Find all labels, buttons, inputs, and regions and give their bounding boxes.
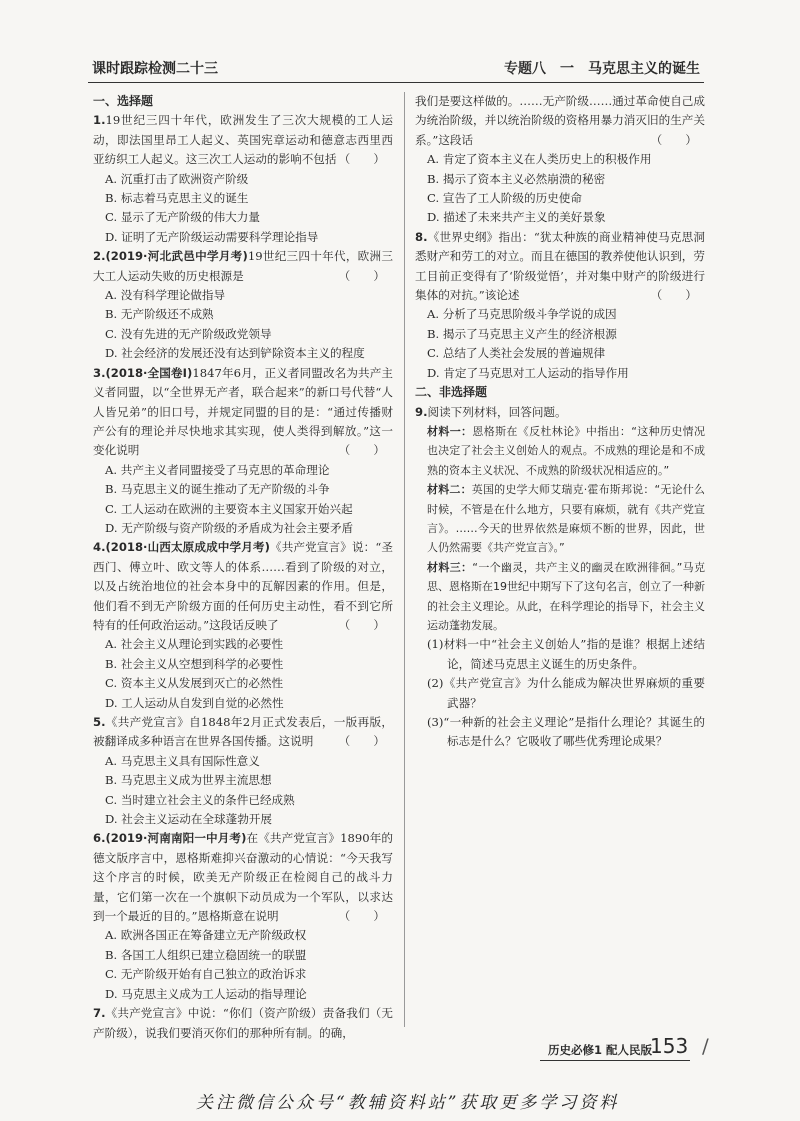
footer-divider (540, 1060, 690, 1061)
left-column (93, 92, 393, 1043)
question-source: (2019·河南南阳一中月考) (105, 831, 247, 846)
question-7-start: 7.《共产党宣言》中说：“你们（资产阶级）责备我们（无产阶级），说我们要消灭你们的那种所有制。的确， (93, 1006, 393, 1040)
option: A. 马克思主义具有国际性意义 (105, 753, 260, 768)
answer-blank: （ ） (338, 268, 385, 283)
option: C. 无产阶级开始有自己独立的政治诉求 (105, 967, 307, 982)
sub-question-2: (2)《共产党宣言》为什么能成为解决世界麻烦的重要武器？ (427, 676, 705, 710)
question-stem: 19世纪三四十年代，欧洲三大工人运动失败的历史根源是 (93, 249, 393, 283)
column-divider (404, 92, 405, 1027)
book-label: 历史必修1 配人民版 (548, 1043, 653, 1057)
question-stem: 阅读下列材料，回答问题。 (427, 404, 567, 419)
header-divider (88, 82, 704, 83)
answer-blank: （ ） (338, 734, 385, 749)
option: B. 揭示了马克思主义产生的经济根源 (427, 326, 617, 341)
question-source: (2019·河北武邑中学月考) (105, 249, 248, 264)
option: C. 资本主义从发展到灭亡的必然性 (105, 676, 284, 691)
option: B. 揭示了资本主义必然崩溃的秘密 (427, 171, 606, 186)
option: C. 总结了人类社会发展的普遍规律 (427, 346, 606, 361)
section-title-choice: 一、选择题 (93, 94, 154, 108)
answer-blank: （ ） (338, 152, 385, 167)
option: D. 马克思主义成为工人运动的指导理论 (105, 986, 307, 1001)
right-column (415, 92, 705, 752)
option: B. 标志着马克思主义的诞生 (105, 191, 249, 206)
question-8: 8.《世界史纲》指出：“犹太种族的商业精神使马克思洞悉财产和劳工的对立。而且在德国的教养使他认识到，劳工目前正变得有了‘阶级觉悟’，并对集中财产的阶级进行集体的对抗。”该论述 （ ） A. 分析了马克思阶级斗争学说的成因 B. 揭示了马克思主义产生的经济根源 C. 总结了人类社会发展的普遍规律 D. 肯定了马克思对工人运动的指导作用 (415, 228, 705, 383)
sub-question-3: (3)“一种新的社会主义理论”是指什么理论？其诞生的标志是什么？它吸收了哪些优秀理论成果？ (427, 715, 705, 749)
option: A. 没有科学理论做指导 (105, 288, 226, 303)
answer-blank: （ ） (338, 909, 385, 924)
option: B. 马克思主义成为世界主流思想 (105, 773, 272, 788)
answer-blank: （ ） (338, 617, 385, 632)
question-stem: 《共产党宣言》中说：“你们（资产阶级）责备我们（无产阶级），说我们要消灭你们的那种所有制。的确， (93, 1006, 393, 1040)
option: D. 工人运动从自发到自觉的必然性 (105, 695, 284, 710)
section-title-nonchoice: 二、非选择题 (415, 385, 488, 400)
option: D. 无产阶级与资产阶级的矛盾成为社会主要矛盾 (105, 520, 354, 535)
option: C. 工人运动在欧洲的主要资本主义国家开始兴起 (105, 501, 353, 516)
question-stem: 《共产党宣言》自1848年2月正式发表后，一版再版，被翻译成多种语言在世界各国传播。这说明 (93, 715, 393, 749)
handwritten-note: 关注微信公众号“教辅资料站”获取更多学习资料 (196, 1093, 620, 1113)
page-slash-decoration: / (702, 1034, 709, 1058)
option: A. 社会主义从理论到实践的必要性 (105, 637, 284, 652)
question-source: (2018·全国卷Ⅰ) (105, 365, 193, 380)
option: D. 描述了未来共产主义的美好景象 (427, 210, 606, 225)
question-stem: 19世纪三四十年代，欧洲发生了三次大规模的工人运动，即法国里昂工人起义、英国宪章运动和德意志西里西亚纺织工人起义。这三次工人运动的影响不包括 (93, 113, 393, 167)
answer-blank: （ ） (338, 443, 385, 458)
question-6: 6.(2019·河南南阳一中月考)在《共产党宣言》1890年的德文版序言中，恩格斯难抑兴奋激动的心情说：“今天我写这个序言的时候，欧美无产阶级正在检阅自己的战斗力量，它们第一次在一个旗帜下动员成为一个军队，以求达到一个最近的目的。”恩格斯意在说明 （ ） A. 欧洲各国正在筹备建立无产阶级政权 B. 各国工人组织已建立稳固统一的联盟 C. 无产阶级开始有自己独立的政治诉求 D. 马克思主义成为工人运动的指导理论 (93, 829, 393, 1004)
option: A. 分析了马克思阶级斗争学说的成因 (427, 307, 617, 322)
topic-title: 专题八 一 马克思主义的诞生 (504, 61, 700, 77)
question-stem: 1847年6月，正义者同盟改名为共产主义者同盟，以“全世界无产者，联合起来”的新口号代替“人人皆兄弟”的旧口号，并规定同盟的目的是：“通过传播财产公有的理论并尽快地求其实现，使人类得到解放。”这一变化说明 (93, 365, 393, 458)
question-source: (2018·山西太原成成中学月考) (105, 540, 270, 555)
question-stem: 在《共产党宣言》1890年的德文版序言中，恩格斯难抑兴奋激动的心情说：“今天我写这个序言的时候，欧美无产阶级正在检阅自己的战斗力量，它们第一次在一个旗帜下动员成为一个军队，以求达到一个最近的目的。”恩格斯意在说明 (93, 831, 393, 924)
option: B. 各国工人组织已建立稳固统一的联盟 (105, 947, 307, 962)
question-7-continued (415, 92, 705, 228)
question-1: 1.19世纪三四十年代，欧洲发生了三次大规模的工人运动，即法国里昂工人起义、英国宪章运动和德意志西里西亚纺织工人起义。这三次工人运动的影响不包括 （ ） A. 沉重打击了欧洲资产阶级 B. 标志着马克思主义的诞生 C. 显示了无产阶级的伟大力量 D. 证明了无产阶级运动需要科学理论指导 (93, 111, 393, 247)
sub-question-1: (1)材料一中“社会主义创始人”指的是谁？根据上述结论，简述马克思主义诞生的历史条件。 (427, 637, 705, 671)
material-2: 材料二：英国的史学大师艾瑞克·霍布斯邦说：“无论什么时候，不管是在什么地方，只要有麻烦，就有《共产党宣言》。……今天的世界依然是麻烦不断的世界，因此，世人仍然需要《共产党宣言》。” (427, 483, 706, 555)
answer-blank: （ ） (650, 132, 697, 147)
option: D. 证明了无产阶级运动需要科学理论指导 (105, 229, 319, 244)
question-4: 4.(2018·山西太原成成中学月考)《共产党宣言》说：“圣西门、傅立叶、欧文等人的体系……看到了阶级的对立，以及占统治地位的社会本身中的瓦解因素的作用。但是，他们看不到无产阶级方面的任何历史主动性，看不到它所特有的任何政治运动。”这段话反映了 （ ） A. 社会主义从理论到实践的必要性 B. 社会主义从空想到科学的必要性 C. 资本主义从发展到灭亡的必然性 D. 工人运动从自发到自觉的必然性 (93, 538, 393, 713)
option: D. 社会经济的发展还没有达到铲除资本主义的程度 (105, 346, 365, 361)
option: D. 肯定了马克思对工人运动的指导作用 (427, 365, 629, 380)
question-2: 2.(2019·河北武邑中学月考)19世纪三四十年代，欧洲三大工人运动失败的历史根源是 （ ） A. 没有科学理论做指导 B. 无产阶级还不成熟 C. 没有先进的无产阶级政党领导 D. 社会经济的发展还没有达到铲除资本主义的程度 (93, 247, 393, 363)
option: C. 当时建立社会主义的条件已经成熟 (105, 792, 295, 807)
option: D. 社会主义运动在全球蓬勃开展 (105, 812, 272, 827)
option: C. 没有先进的无产阶级政党领导 (105, 326, 272, 341)
question-5: 5.《共产党宣言》自1848年2月正式发表后，一版再版，被翻译成多种语言在世界各国传播。这说明 （ ） A. 马克思主义具有国际性意义 B. 马克思主义成为世界主流思想 C. 当时建立社会主义的条件已经成熟 D. 社会主义运动在全球蓬勃开展 (93, 713, 393, 829)
question-stem: 我们是要这样做的。……无产阶级……通过革命使自己成为统治阶级，并以统治阶级的资格用暴力消灭旧的生产关系。”这段话 (415, 94, 705, 147)
question-stem: 《共产党宣言》说：“圣西门、傅立叶、欧文等人的体系……看到了阶级的对立，以及占统治地位的社会本身中的瓦解因素的作用。但是，他们看不到无产阶级方面的任何历史主动性，看不到它所特有的任何政治运动。”这段话反映了 (93, 540, 393, 632)
question-stem: 《世界史纲》指出：“犹太种族的商业精神使马克思洞悉财产和劳工的对立。而且在德国的教养使他认识到，劳工目前正变得有了‘阶级觉悟’，并对集中财产的阶级进行集体的对抗。”该论述 (415, 229, 705, 303)
material-3: 材料三：“一个幽灵，共产主义的幽灵在欧洲徘徊。”马克思、恩格斯在19世纪中期写下了这句名言，创立了一种新的社会主义理论。从此，在科学理论的指导下，社会主义运动蓬勃发展。 (427, 560, 705, 632)
answer-blank: （ ） (650, 288, 697, 303)
option: C. 显示了无产阶级的伟大力量 (105, 210, 260, 225)
option: A. 欧洲各国正在筹备建立无产阶级政权 (105, 928, 307, 943)
page-number: 153 (650, 1034, 689, 1058)
option: B. 马克思主义的诞生推动了无产阶级的斗争 (105, 482, 330, 497)
worksheet-title: 课时跟踪检测二十三 (92, 61, 218, 77)
option: A. 肯定了资本主义在人类历史上的积极作用 (427, 152, 652, 167)
option: A. 共产主义者同盟接受了马克思的革命理论 (105, 462, 330, 477)
option: B. 无产阶级还不成熟 (105, 307, 214, 322)
material-1: 材料一：恩格斯在《反杜林论》中指出：“这种历史情况也决定了社会主义创始人的观点。不成熟的理论是和不成熟的资本主义状况、不成熟的阶级状况相适应的。” (427, 424, 706, 477)
question-3: 3.(2018·全国卷Ⅰ)1847年6月，正义者同盟改名为共产主义者同盟，以“全世界无产者，联合起来”的新口号代替“人人皆兄弟”的旧口号，并规定同盟的目的是：“通过传播财产公有的理论并尽快地求其实现，使人类得到解放。”这一变化说明 （ ） A. 共产主义者同盟接受了马克思的革命理论 B. 马克思主义的诞生推动了无产阶级的斗争 C. 工人运动在欧洲的主要资本主义国家开始兴起 D. 无产阶级与资产阶级的矛盾成为社会主要矛盾 (93, 364, 393, 539)
option: B. 社会主义从空想到科学的必要性 (105, 656, 284, 671)
option: A. 沉重打击了欧洲资产阶级 (105, 171, 249, 186)
question-9: 9.阅读下列材料，回答问题。 材料一：恩格斯在《反杜林论》中指出：“这种历史情况也决定了社会主义创始人的观点。不成熟的理论是和不成熟的资本主义状况、不成熟的阶级状况相适应的。” 材料二：英国的史学大师艾瑞克·霍布斯邦说：“无论什么时候，不管是在什么地方，只要有麻烦，就有《共产党宣言》。……今天的世界依然是麻烦不断的世界，因此，世人仍然需要《共产党宣言》。” 材料三：“一个幽灵，共产主义的幽灵在欧洲徘徊。”马克思、恩格斯在19世纪中期写下了这句名言，创立了一种新的社会主义理论。从此，在科学理论的指导下，社会主义运动蓬勃发展。 (1)材料一中“社会主义创始人”指的是谁？根据上述结论，简述马克思主义诞生的历史条件。 (2)《共产党宣言》为什么能成为解决世界麻烦的重要武器？ (3)“一种新的社会主义理论”是指什么理论？其诞生的标志是什么？它吸收了哪些优秀理论成果？ (415, 403, 705, 752)
option: C. 宣告了工人阶级的历史使命 (427, 191, 582, 206)
